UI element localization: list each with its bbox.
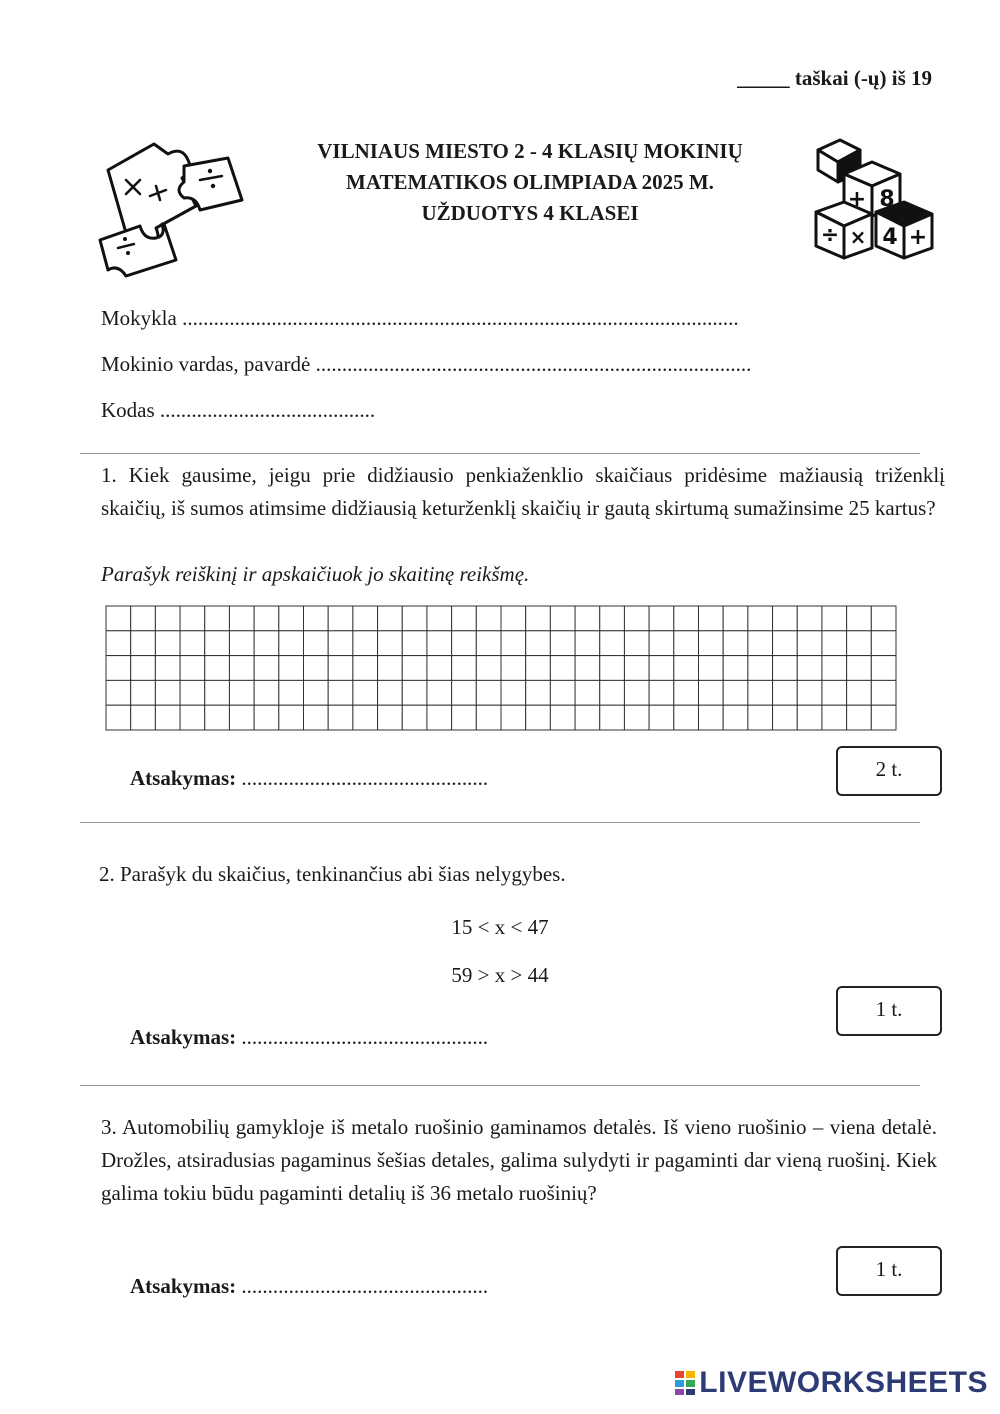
grid-cell[interactable] [155,705,180,730]
grid-cell[interactable] [550,631,575,656]
grid-cell[interactable] [279,680,304,705]
grid-cell[interactable] [501,606,526,631]
grid-cell[interactable] [822,680,847,705]
grid-cell[interactable] [847,705,872,730]
grid-cell[interactable] [797,606,822,631]
grid-cell[interactable] [797,631,822,656]
grid-cell[interactable] [229,631,254,656]
grid-cell[interactable] [723,656,748,681]
grid-cell[interactable] [674,606,699,631]
grid-cell[interactable] [427,631,452,656]
document-title [260,136,800,229]
grid-cell[interactable] [427,606,452,631]
grid-cell[interactable] [822,606,847,631]
grid-cell[interactable] [205,606,230,631]
grid-cell[interactable] [723,606,748,631]
grid-cell[interactable] [797,705,822,730]
grid-cell[interactable] [600,705,625,730]
grid-cell[interactable] [822,656,847,681]
grid-cell[interactable] [674,631,699,656]
grid-cell[interactable] [279,656,304,681]
grid-cell[interactable] [847,631,872,656]
grid-cell[interactable] [452,656,477,681]
grid-cell[interactable] [304,680,329,705]
grid-cell[interactable] [748,705,773,730]
grid-cell[interactable] [131,606,156,631]
grid-cell[interactable] [205,680,230,705]
grid-cell[interactable] [476,631,501,656]
grid-cell[interactable] [501,680,526,705]
grid-cell[interactable] [402,680,427,705]
task3-text: 3. Automobilių gamykloje iš metalo ruošinio gaminamos detalės. Iš vieno ruošinio – viena detalė. Drožles, atsiradusias pagaminus šešias detales, galima sulydyti ir pagaminti dar vieną ruošinį. Kiek galima tokiu būdu pagaminti detalių iš 36 metalo ruošinių? [101,1115,937,1205]
grid-cell[interactable] [600,631,625,656]
grid-cell[interactable] [847,680,872,705]
score-label: _____ taškai (-ų) iš 19 [737,66,932,90]
cube-symbol-4: 4 [882,225,898,250]
divider [80,453,920,454]
grid-cell[interactable] [526,606,551,631]
grid-cell[interactable] [526,656,551,681]
grid-cell[interactable] [773,680,798,705]
grid-cell[interactable] [476,606,501,631]
grid-cell[interactable] [649,631,674,656]
grid-cell[interactable] [229,680,254,705]
grid-cell[interactable] [131,631,156,656]
grid-cell[interactable] [452,606,477,631]
task1-answer-label: Atsakymas: [130,766,237,790]
logo-text: LIVEWORKSHEETS [699,1366,988,1399]
grid-cell[interactable] [773,631,798,656]
grid-cell[interactable] [476,705,501,730]
divider [80,822,920,823]
grid-cell[interactable] [674,656,699,681]
task3-answer-line[interactable] [130,1274,488,1299]
grid-cell[interactable] [476,680,501,705]
cube-symbol-divide: ÷ [820,223,840,248]
grid-cell[interactable] [353,656,378,681]
grid-cell[interactable] [797,680,822,705]
grid-cell[interactable] [402,656,427,681]
grid-cell[interactable] [378,606,403,631]
cube-symbol-8: 8 [879,187,895,212]
grid-cell[interactable] [723,705,748,730]
grid-cell[interactable] [699,631,724,656]
school-field[interactable]: Mokykla .......................................................................................................... [101,306,739,330]
grid-cell[interactable] [847,656,872,681]
grid-cell[interactable] [106,656,131,681]
grid-cell[interactable] [180,606,205,631]
title-line-1: VILNIAUS MIESTO 2 - 4 KLASIŲ MOKINIŲ [317,139,743,163]
grid-cell[interactable] [155,656,180,681]
grid-cell[interactable] [254,606,279,631]
task1-answer-dots: ............................................... [236,766,489,790]
task2-text: 2. Parašyk du skaičius, tenkinančius abi šias nelygybes. [99,862,566,886]
grid-cell[interactable] [550,705,575,730]
cube-symbol-times: × [849,225,867,249]
grid-cell[interactable] [699,705,724,730]
grid-cell[interactable] [452,631,477,656]
grid-cell[interactable] [427,680,452,705]
student-name-field[interactable]: Mokinio vardas, pavardė ................................................................................... [101,352,752,376]
grid-cell[interactable] [229,606,254,631]
grid-cell[interactable] [106,606,131,631]
grid-cell[interactable] [254,631,279,656]
grid-cell[interactable] [871,606,896,631]
grid-cell[interactable] [871,705,896,730]
grid-cell[interactable] [205,631,230,656]
liveworksheets-logo [674,1366,988,1400]
grid-cell[interactable] [378,680,403,705]
task2-answer-line[interactable] [130,1025,488,1050]
grid-cell[interactable] [501,705,526,730]
grid-cell[interactable] [822,705,847,730]
grid-cell[interactable] [155,631,180,656]
grid-cell[interactable] [378,631,403,656]
grid-cell[interactable] [649,680,674,705]
grid-cell[interactable] [773,705,798,730]
grid-cell[interactable] [847,606,872,631]
grid-cell[interactable] [501,656,526,681]
task3-points-box: 1 t. [836,1246,942,1296]
grid-cell[interactable] [699,680,724,705]
grid-cell[interactable] [526,705,551,730]
grid-cell[interactable] [575,705,600,730]
grid-cell[interactable] [180,680,205,705]
grid-cell[interactable] [600,656,625,681]
grid-cell[interactable] [674,680,699,705]
code-field[interactable]: Kodas ......................................... [101,398,376,422]
grid-cell[interactable] [180,705,205,730]
grid-cell[interactable] [328,631,353,656]
grid-cell[interactable] [871,656,896,681]
math-cubes-image [810,134,940,266]
grid-cell[interactable] [106,631,131,656]
grid-cell[interactable] [674,705,699,730]
grid-cell[interactable] [575,631,600,656]
grid-cell[interactable] [575,656,600,681]
grid-cell[interactable] [871,680,896,705]
grid-cell[interactable] [304,705,329,730]
task1-text: 1. Kiek gausime, jeigu prie didžiausio penkiaženklio skaičiaus pridėsime mažiausią triženklį skaičių, iš sumos atimsime didžiausią keturženklį skaičių ir gautą skirtumą sumažinsime 25 kartus? [101,463,945,520]
task3-answer-dots: ............................................... [236,1274,489,1298]
grid-cell[interactable] [452,680,477,705]
grid-cell[interactable] [871,631,896,656]
grid-cell[interactable] [600,680,625,705]
grid-cell[interactable] [699,606,724,631]
grid-cell[interactable] [254,705,279,730]
grid-cell[interactable] [748,606,773,631]
grid-cell[interactable] [526,680,551,705]
grid-cell[interactable] [254,680,279,705]
grid-cell[interactable] [229,656,254,681]
grid-cell[interactable] [748,631,773,656]
grid-cell[interactable] [427,705,452,730]
grid-cell[interactable] [254,656,279,681]
grid-cell[interactable] [131,680,156,705]
task2-answer-label: Atsakymas: [130,1025,237,1049]
task2-answer-dots: ............................................... [236,1025,489,1049]
cube-symbol-plus: + [847,187,867,212]
puzzle-pieces-image [96,130,248,290]
grid-cell[interactable] [279,631,304,656]
task2-inequality-1: 15 < x < 47 [451,915,549,939]
grid-cell[interactable] [550,680,575,705]
task3-answer-label: Atsakymas: [130,1274,237,1298]
grid-cell[interactable] [353,631,378,656]
grid-cell[interactable] [649,656,674,681]
grid-cell[interactable] [155,680,180,705]
grid-cell[interactable] [378,656,403,681]
grid-cell[interactable] [723,631,748,656]
grid-cell[interactable] [797,656,822,681]
grid-cell[interactable] [624,656,649,681]
grid-cell[interactable] [600,606,625,631]
grid-cell[interactable] [353,606,378,631]
grid-cell[interactable] [550,606,575,631]
grid-cell[interactable] [131,705,156,730]
grid-cell[interactable] [402,606,427,631]
grid-cell[interactable] [304,606,329,631]
grid-cell[interactable] [328,656,353,681]
grid-cell[interactable] [402,631,427,656]
grid-cell[interactable] [180,631,205,656]
grid-cell[interactable] [649,705,674,730]
grid-cell[interactable] [748,656,773,681]
grid-cell[interactable] [624,680,649,705]
grid-cell[interactable] [822,631,847,656]
grid-cell[interactable] [353,680,378,705]
grid-cell[interactable] [328,705,353,730]
grid-cell[interactable] [304,656,329,681]
grid-cell[interactable] [353,705,378,730]
grid-cell[interactable] [106,705,131,730]
grid-cell[interactable] [378,705,403,730]
grid-cell[interactable] [229,705,254,730]
grid-cell[interactable] [279,705,304,730]
task2-points-box: 1 t. [836,986,942,1036]
task1-answer-line[interactable] [130,766,488,791]
grid-cell[interactable] [279,606,304,631]
grid-cell[interactable] [624,705,649,730]
grid-cell[interactable] [649,606,674,631]
grid-cell[interactable] [773,606,798,631]
grid-cell[interactable] [501,631,526,656]
grid-cell[interactable] [575,606,600,631]
grid-cell[interactable] [304,631,329,656]
task1-instruction: Parašyk reiškinį ir apskaičiuok jo skaitinę reikšmę. [101,562,530,586]
grid-cell[interactable] [526,631,551,656]
grid-cell[interactable] [476,656,501,681]
grid-cell[interactable] [723,680,748,705]
grid-cell[interactable] [328,606,353,631]
grid-cell[interactable] [205,705,230,730]
grid-cell[interactable] [624,606,649,631]
title-line-2: MATEMATIKOS OLIMPIADA 2025 M. [346,170,714,194]
grid-cell[interactable] [699,656,724,681]
grid-cell[interactable] [155,606,180,631]
grid-cell[interactable] [624,631,649,656]
task1-answer-grid[interactable] [105,605,897,731]
grid-cell[interactable] [452,705,477,730]
grid-cell[interactable] [131,656,156,681]
grid-cell[interactable] [328,680,353,705]
grid-cell[interactable] [106,680,131,705]
grid-cell[interactable] [550,656,575,681]
grid-cell[interactable] [575,680,600,705]
grid-cell[interactable] [773,656,798,681]
task1-points-box: 2 t. [836,746,942,796]
grid-cell[interactable] [748,680,773,705]
grid-cell[interactable] [402,705,427,730]
grid-cell[interactable] [180,656,205,681]
divider [80,1085,920,1086]
grid-cell[interactable] [427,656,452,681]
grid-cell[interactable] [205,656,230,681]
cube-symbol-plus-2: + [908,225,928,250]
logo-icon [674,1370,696,1396]
title-line-3: UŽDUOTYS 4 KLASEI [421,201,639,225]
task2-inequality-2: 59 > x > 44 [451,963,549,987]
